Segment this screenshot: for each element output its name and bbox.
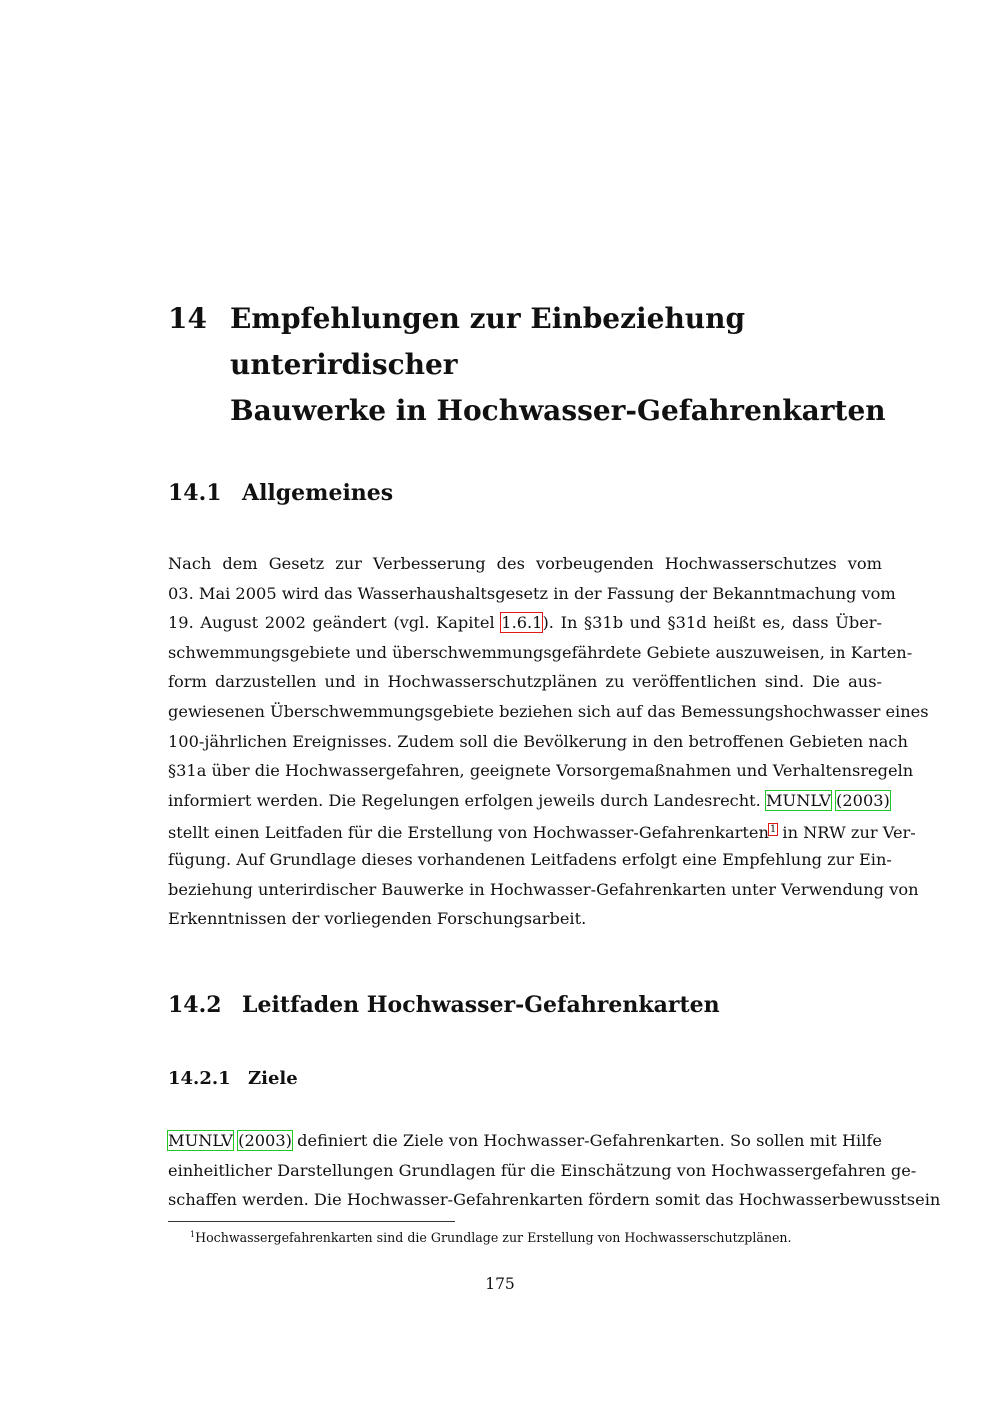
text-line <box>168 1126 882 1156</box>
text-line: einheitlicher Darstellungen Grundlagen für die Einschätzung von Hochwassergefahren ge- <box>168 1160 917 1180</box>
paragraph-allgemeines <box>168 549 929 934</box>
text-line: §31a über die Hochwassergefahren, geeignete Vorsorgemaßnahmen und Verhaltensregeln <box>168 761 914 781</box>
text-line <box>168 815 916 845</box>
section-heading-14-2 <box>168 992 720 1018</box>
text-line <box>168 786 890 816</box>
citation-year-link[interactable]: (2003) <box>836 790 890 810</box>
chapter-reference-link[interactable]: 1.6.1 <box>501 613 543 633</box>
text-line: schaffen werden. Die Hochwasser-Gefahrenkarten fördern somit das Hochwasserbewusstsein <box>168 1190 941 1210</box>
text-run: ). In §31b und §31d heißt es, dass Über- <box>542 613 882 633</box>
section-title: Allgemeines <box>242 480 394 506</box>
text-run: informiert werden. Die Regelungen erfolgen jeweils durch Landesrecht. <box>168 790 761 810</box>
citation-author-link[interactable]: MUNLV <box>168 1131 233 1150</box>
footnote <box>190 1226 792 1247</box>
footnote-divider <box>168 1221 455 1222</box>
subsection-heading-14-2-1 <box>168 1068 298 1089</box>
section-number: 14.2 <box>168 992 222 1018</box>
page-number: 175 <box>485 1275 515 1293</box>
footnote-number: 1 <box>190 1230 196 1239</box>
text-line: beziehung unterirdischer Bauwerke in Hochwasser-Gefahrenkarten unter Verwendung von <box>168 879 919 899</box>
text-line: 100-jährlichen Ereignisses. Zudem soll die Bevölkerung in den betroffenen Gebieten nach <box>168 731 908 751</box>
text-line: Nach dem Gesetz zur Verbesserung des vorbeugenden Hochwasserschutzes vom <box>168 554 882 573</box>
section-heading-14-1 <box>168 480 393 506</box>
section-number: 14.1 <box>168 480 222 506</box>
chapter-title-line-2: Bauwerke in Hochwasser-Gefahrenkarten <box>230 394 886 427</box>
text-run: 19. August 2002 geändert (vgl. Kapitel <box>168 613 495 633</box>
chapter-title-line-1: Empfehlungen zur Einbeziehung unterirdischer <box>230 302 746 381</box>
subsection-number: 14.2.1 <box>168 1068 231 1089</box>
text-run: stellt einen Leitfaden für die Erstellung von Hochwasser-Gefahrenkarten <box>168 823 769 843</box>
text-line: gewiesenen Überschwemmungsgebiete beziehen sich auf das Bemessungshochwasser eines <box>168 701 929 721</box>
subsection-title: Ziele <box>248 1068 298 1089</box>
text-line: fügung. Auf Grundlage dieses vorhandenen Leitfadens erfolgt eine Empfehlung zur Ein- <box>168 849 892 869</box>
footnote-text: Hochwassergefahrenkarten sind die Grundlage zur Erstellung von Hochwasserschutzplänen. <box>195 1230 792 1245</box>
text-line: schwemmungsgebiete und überschwemmungsgefährdete Gebiete auszuweisen, in Karten- <box>168 642 913 662</box>
text-line: 03. Mai 2005 wird das Wasserhaushaltsgesetz in der Fassung der Bekanntmachung vom <box>168 583 896 603</box>
footnote-marker-link[interactable]: 1 <box>769 824 777 836</box>
citation-year-link[interactable]: (2003) <box>238 1131 292 1150</box>
chapter-heading <box>168 296 888 434</box>
chapter-number: 14 <box>168 302 207 335</box>
text-line: form darzustellen und in Hochwasserschutzplänen zu veröffentlichen sind. Die aus- <box>168 672 882 692</box>
paragraph-ziele <box>168 1126 941 1215</box>
section-title: Leitfaden Hochwasser-Gefahrenkarten <box>242 992 720 1018</box>
citation-author-link[interactable]: MUNLV <box>765 790 831 810</box>
text-line <box>168 608 882 638</box>
text-run: in NRW zur Ver- <box>777 823 916 843</box>
text-line: Erkenntnissen der vorliegenden Forschungsarbeit. <box>168 909 587 929</box>
text-run: definiert die Ziele von Hochwasser-Gefahrenkarten. So sollen mit Hilfe <box>291 1131 882 1150</box>
